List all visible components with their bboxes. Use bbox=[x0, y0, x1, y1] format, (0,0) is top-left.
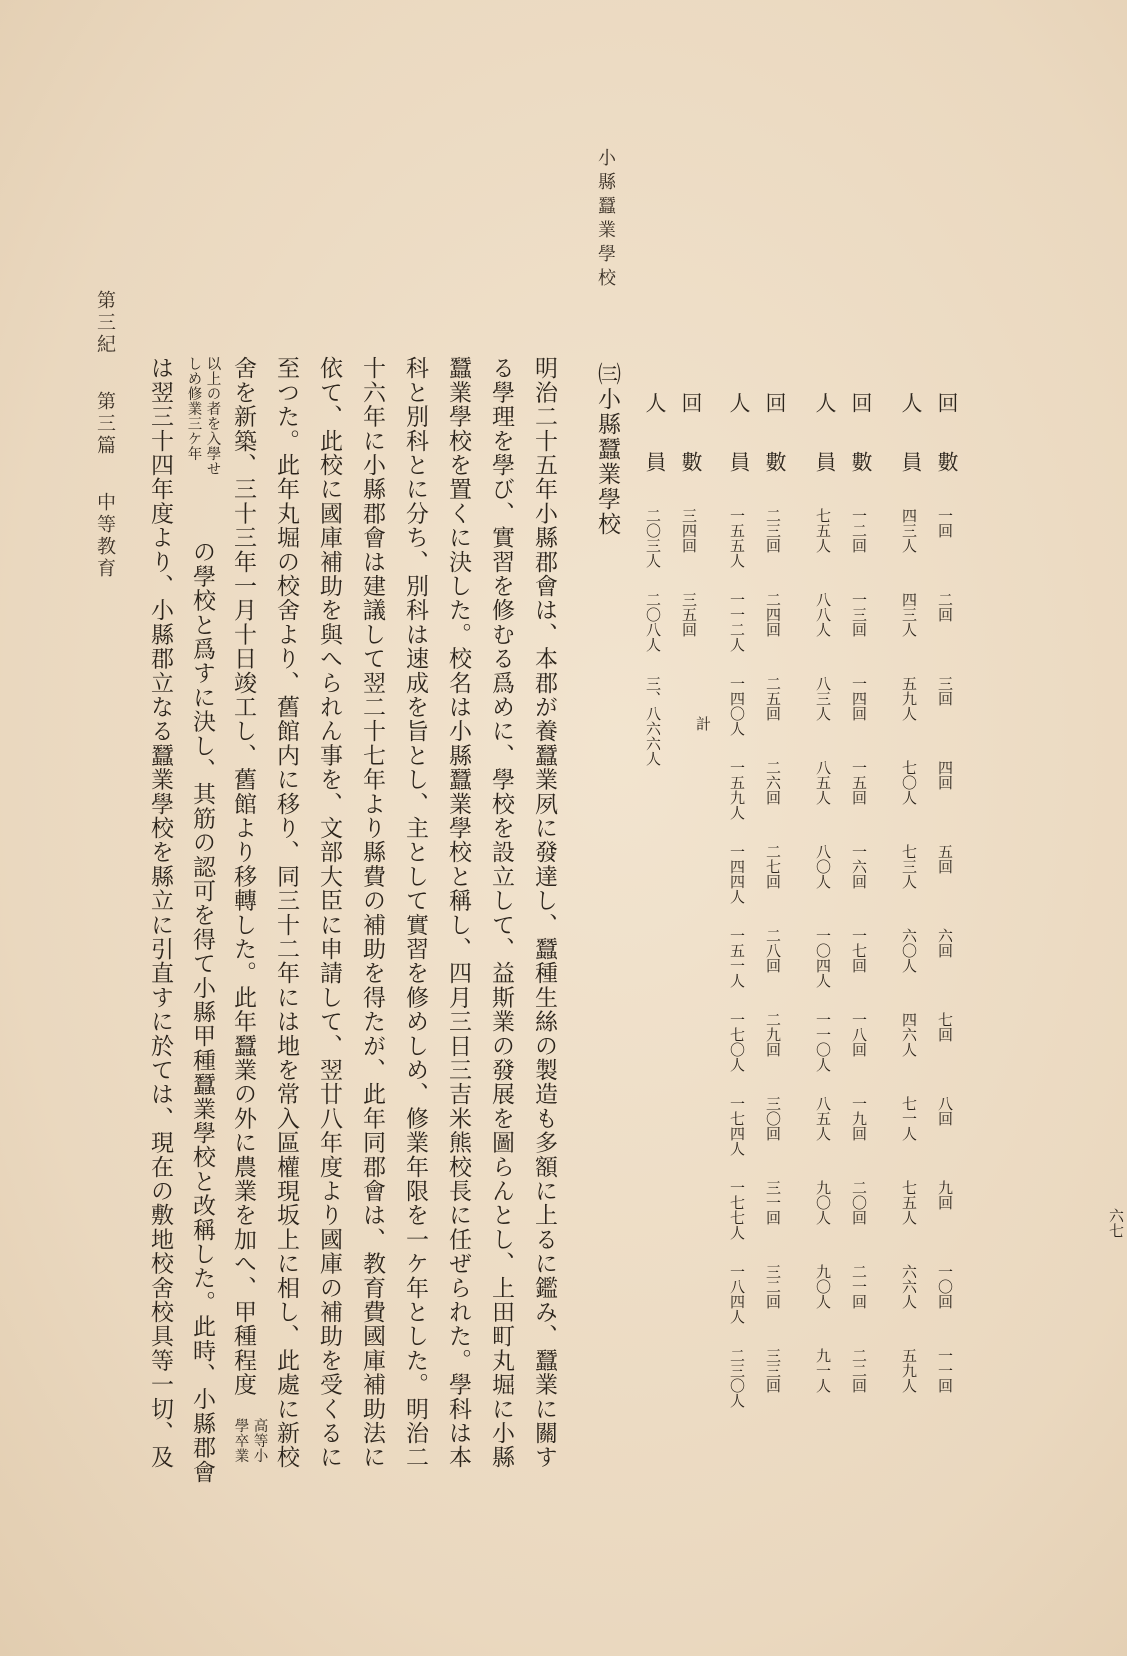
table-cell: 計 bbox=[694, 716, 712, 731]
table-cell: 二八回 bbox=[764, 928, 782, 973]
body-column-3: 蠶業學校を置くに決した。校名は小縣蠶業學校と稱し、四月三日三吉米熊校長に任ぜられた。學科は本 bbox=[445, 356, 471, 1470]
table-cell: 一一回 bbox=[936, 1348, 954, 1393]
table-cell: 二九回 bbox=[764, 1012, 782, 1057]
table-cell: 五九人 bbox=[900, 676, 918, 721]
table-cell: 三二回 bbox=[764, 1264, 782, 1309]
section-title: ㈢小縣蠶業學校 bbox=[594, 362, 620, 537]
table-cell: 九〇人 bbox=[814, 1264, 832, 1309]
table-cell: 二六回 bbox=[764, 760, 782, 805]
table-cell: 一八四人 bbox=[728, 1264, 746, 1324]
table-cell: 八八人 bbox=[814, 592, 832, 637]
body-column-1: 明治二十五年小縣郡會は、本郡が養蠶業夙に發達し、蠶種生絲の製造も多額に上るに鑑み、蠶業に關す bbox=[531, 356, 557, 1470]
table-cell: 三四回 bbox=[680, 508, 698, 553]
table-cell: 八〇人 bbox=[814, 844, 832, 889]
table-cell: 四回 bbox=[936, 760, 954, 790]
table-cell: 三五回 bbox=[680, 592, 698, 637]
table-cell: 一九回 bbox=[850, 1096, 868, 1141]
table-cell: 二一回 bbox=[850, 1264, 868, 1309]
table-cell: 一回 bbox=[936, 508, 954, 538]
table-cell: 六六人 bbox=[900, 1264, 918, 1309]
table-cell: 一八回 bbox=[850, 1012, 868, 1057]
table-cell: 三回 bbox=[936, 676, 954, 706]
note-b-line-2: しめ修業三ケ年 bbox=[185, 356, 202, 461]
table-cell: 二五回 bbox=[764, 676, 782, 721]
table-cell: 五九人 bbox=[900, 1348, 918, 1393]
table-cell: 八三人 bbox=[814, 676, 832, 721]
table-cell: 二四回 bbox=[764, 592, 782, 637]
note-a-line-2: 學卒業 bbox=[232, 1418, 249, 1463]
table-cell: 三、八六六人 bbox=[644, 676, 662, 766]
body-column-2: る學理を學び、實習を修むる爲めに、學校を設立して、益斯業の發展を圖らんとし、上田町丸堀に小縣 bbox=[488, 356, 514, 1470]
table-cell: 四三人 bbox=[900, 508, 918, 553]
table-cell: 一四四人 bbox=[728, 844, 746, 904]
table-cell: 二〇八人 bbox=[644, 592, 662, 652]
table-cell: 九回 bbox=[936, 1180, 954, 1210]
folio-part-3: 中等教育 bbox=[94, 492, 116, 581]
table-cell: 一七回 bbox=[850, 928, 868, 973]
table-cell: 八回 bbox=[936, 1096, 954, 1126]
table-cell: 一三回 bbox=[850, 592, 868, 637]
table-cell: 三三回 bbox=[764, 1348, 782, 1393]
body-column-5: 十六年に小縣郡會は建議して翌二十七年より縣費の補助を得たが、此年同郡會は、教育費國庫補助法に bbox=[359, 356, 385, 1470]
body-column-4: 科と別科とに分ち、別科は速成を旨とし、主として實習を修めしめ、修業年限を一ケ年とした。明治二 bbox=[402, 356, 428, 1470]
table-cell: 七三人 bbox=[900, 844, 918, 889]
table-cell: 一五一人 bbox=[728, 928, 746, 988]
table-row-label: 回數 bbox=[849, 392, 873, 510]
table-cell: 一七四人 bbox=[728, 1096, 746, 1156]
table-cell: 七一人 bbox=[900, 1096, 918, 1141]
page-number: 六七 bbox=[1107, 1208, 1125, 1238]
table-cell: 八五人 bbox=[814, 760, 832, 805]
body-column-6: 依て、此校に國庫補助を與へられん事を、文部大臣に申請して、翌廿八年度より國庫の補助を受くるに bbox=[316, 356, 342, 1470]
table-cell: 一五五人 bbox=[728, 508, 746, 568]
table-cell: 五回 bbox=[936, 844, 954, 874]
table-row-label: 人員 bbox=[643, 392, 667, 510]
folio-part-1: 第三紀 bbox=[94, 290, 116, 356]
body-column-10: は翌三十四年度より、小縣郡立なる蠶業學校を縣立に引直すに於ては、現在の敷地校舍校具等一切、及 bbox=[147, 356, 173, 1470]
table-cell: 一七〇人 bbox=[728, 1012, 746, 1072]
table-cell: 一五九人 bbox=[728, 760, 746, 820]
table-cell: 一一〇人 bbox=[814, 1012, 832, 1072]
table-cell: 四六人 bbox=[900, 1012, 918, 1057]
table-cell: 二回 bbox=[936, 592, 954, 622]
table-cell: 一四回 bbox=[850, 676, 868, 721]
table-cell: 七〇人 bbox=[900, 760, 918, 805]
table-cell: 一六回 bbox=[850, 844, 868, 889]
table-row-label: 人員 bbox=[727, 392, 751, 510]
table-cell: 二〇回 bbox=[850, 1180, 868, 1225]
table-cell: 九〇人 bbox=[814, 1180, 832, 1225]
table-cell: 二二回 bbox=[850, 1348, 868, 1393]
table-cell: 六回 bbox=[936, 928, 954, 958]
table-cell: 二三〇人 bbox=[728, 1348, 746, 1408]
table-cell: 一〇四人 bbox=[814, 928, 832, 988]
table-row-label: 回數 bbox=[679, 392, 703, 510]
table-cell: 七五人 bbox=[900, 1180, 918, 1225]
table-cell: 四三人 bbox=[900, 592, 918, 637]
table-cell: 一二回 bbox=[850, 508, 868, 553]
table-row-label: 回數 bbox=[935, 392, 959, 510]
table-cell: 七五人 bbox=[814, 508, 832, 553]
table-cell: 二七回 bbox=[764, 844, 782, 889]
table-cell: 七回 bbox=[936, 1012, 954, 1042]
table-cell: 三〇回 bbox=[764, 1096, 782, 1141]
folio-line bbox=[92, 290, 119, 606]
table-row-label: 回數 bbox=[763, 392, 787, 510]
table-row-label: 人員 bbox=[899, 392, 923, 510]
body-column-7: 至つた。此年丸堀の校舍より、舊館内に移り、同三十二年には地を常入區權現坂上に相し、此處に新校 bbox=[273, 356, 299, 1470]
table-cell: 二三回 bbox=[764, 508, 782, 553]
table-row-label: 人員 bbox=[813, 392, 837, 510]
table-cell: 六〇人 bbox=[900, 928, 918, 973]
folio-part-2: 第三篇 bbox=[94, 391, 116, 458]
note-b-line-1: 以上の者を入學せ bbox=[204, 356, 221, 476]
table-cell: 一一二人 bbox=[728, 592, 746, 652]
table-cell: 一四〇人 bbox=[728, 676, 746, 736]
body-column-8: 舍を新築、三十三年一月十日竣工し、舊館より移轉した。此年蠶業の外に農業を加へ、甲種程度 bbox=[230, 356, 256, 1397]
table-cell: 九一人 bbox=[814, 1348, 832, 1393]
table-cell: 一〇回 bbox=[936, 1264, 954, 1309]
running-head: 小縣蠶業學校 bbox=[595, 148, 616, 292]
note-a-line-1: 高等小 bbox=[251, 1418, 268, 1463]
body-column-9: の學校と爲すに決し、其筋の認可を得て小縣甲種蠶業學校と改稱した。此時、小縣郡會 bbox=[189, 540, 215, 1484]
table-cell: 一七七人 bbox=[728, 1180, 746, 1240]
table-cell: 二〇三人 bbox=[644, 508, 662, 568]
table-cell: 一五回 bbox=[850, 760, 868, 805]
table-cell: 八五人 bbox=[814, 1096, 832, 1141]
table-cell: 三一回 bbox=[764, 1180, 782, 1225]
